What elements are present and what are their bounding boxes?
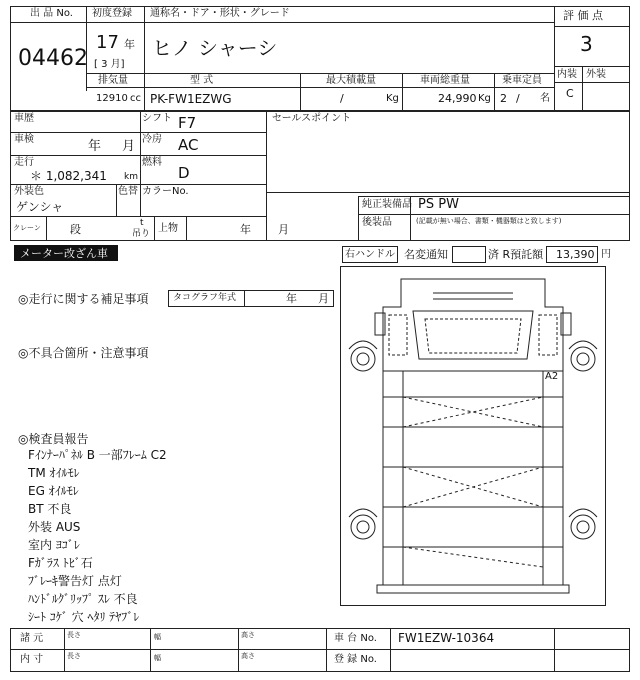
- interior-label: 内装: [557, 69, 577, 80]
- upper-month-unit: 月: [278, 223, 289, 236]
- grade-value: 3: [580, 32, 593, 56]
- lot-number: 04462: [18, 46, 88, 71]
- inspection-month-unit: 月: [122, 139, 136, 154]
- footer-width-label-2: 幅: [154, 654, 161, 662]
- gross-value: 24,990: [438, 92, 477, 105]
- capacity-value: 2: [500, 92, 507, 105]
- footer-height-label: 高さ: [241, 631, 255, 639]
- recycle-value: 13,390: [556, 248, 595, 261]
- crane-stage-unit: 段: [70, 223, 81, 236]
- lot-label: 出 品 No.: [30, 8, 73, 19]
- inspector-line: BT 不良: [28, 502, 72, 516]
- gross-label: 車両総重量: [420, 75, 470, 86]
- truck-diagram: [340, 266, 606, 606]
- grade-label: 評 価 点: [563, 9, 603, 22]
- damage-mark-a2: A2: [545, 371, 559, 382]
- footer-width-label: 幅: [154, 633, 161, 641]
- defects-title: ◎不具合箇所・注意事項: [18, 346, 149, 360]
- tachograph-month-unit: 月: [318, 292, 329, 305]
- interior-grade: C: [566, 87, 574, 100]
- mileage-value: ＊ 1,082,341: [30, 169, 107, 183]
- standard-equipment-label: 純正装備品: [362, 199, 412, 210]
- shift-label: シフト: [142, 113, 172, 124]
- footer-box: [10, 628, 630, 672]
- inspector-line: ﾊﾝﾄﾞﾙｸﾞﾘｯﾌﾟ ｽﾚ 不良: [28, 592, 138, 606]
- color-no-label: 色替: [118, 186, 138, 197]
- displacement-unit: cc: [130, 93, 141, 104]
- footer-height-label-2: 高さ: [241, 652, 255, 660]
- name-change-box: [452, 246, 486, 263]
- inspector-line: 外装 AUS: [28, 520, 81, 534]
- upper-label: 上物: [158, 223, 178, 234]
- inspector-line: TM ｵｲﾙﾓﾚ: [28, 466, 80, 480]
- footer-length-label: 長さ: [67, 631, 81, 639]
- inspector-line: EG ｵｲﾙﾓﾚ: [28, 484, 79, 498]
- ac-value: AC: [178, 136, 199, 154]
- exterior-label: 外装: [586, 69, 606, 80]
- reg-label: 初度登録: [92, 8, 132, 19]
- tachograph-year-unit: 年: [286, 292, 297, 305]
- registration-label: 登 録 No.: [334, 654, 377, 665]
- standard-equipment-value: PS PW: [418, 197, 459, 212]
- chassis-label: 車 台 No.: [334, 633, 377, 644]
- inspection-year-unit: 年: [88, 139, 102, 154]
- fuel-label: 燃料: [142, 157, 162, 168]
- exterior-color-value: ゲンシャ: [16, 200, 64, 214]
- gross-unit: Kg: [478, 93, 491, 104]
- model-value: PK-FW1EZWG: [150, 92, 232, 106]
- model-label: 型 式: [190, 75, 214, 86]
- upper-year-unit: 年: [240, 223, 251, 236]
- recycle-label: 済 R預託額: [488, 248, 544, 261]
- capacity-slash: /: [516, 92, 520, 105]
- supplementary-title: ◎走行に関する補足事項: [18, 292, 149, 306]
- footer-row2-label: 内 寸: [20, 654, 44, 665]
- mileage-unit: km: [124, 172, 138, 182]
- history-label: 車歴: [14, 113, 34, 124]
- footer-length-label-2: 長さ: [67, 652, 81, 660]
- name-label: 通称名・ドア・形状・グレード: [150, 8, 290, 19]
- inspector-line: 室内 ﾖｺﾞﾚ: [28, 538, 80, 552]
- name-change-label: 名変通知: [404, 248, 448, 261]
- tachograph-label: タコグラフ年式: [173, 293, 237, 303]
- inspector-line: Fｶﾞﾗｽ ﾄﾋﾞ石: [28, 556, 93, 570]
- capacity-unit: 名: [540, 93, 550, 104]
- inspector-line: ﾌﾞﾚｰｷ警告灯 点灯: [28, 574, 122, 588]
- chassis-value: FW1EZW-10364: [398, 631, 495, 645]
- mileage-label: 走行: [14, 157, 34, 168]
- ac-label: 冷房: [142, 134, 162, 145]
- odometer-tamper-text: メーター改ざん車: [20, 247, 108, 260]
- displacement-value: 12910: [96, 93, 128, 104]
- crane-label: クレーン: [13, 224, 41, 232]
- vehicle-name: ヒノ シャーシ: [152, 36, 278, 60]
- capacity-label: 乗車定員: [502, 75, 542, 86]
- load-value: /: [340, 92, 344, 105]
- reg-year: 17: [96, 32, 119, 53]
- footer-row1-label: 諸 元: [20, 633, 44, 644]
- crane-ton-unit: t: [140, 218, 144, 228]
- color-code-label: カラーNo.: [142, 186, 189, 197]
- load-label: 最大積載量: [326, 75, 376, 86]
- right-hand-label: 右ハンドル: [345, 249, 395, 260]
- aftermarket-label: 後装品: [362, 217, 392, 228]
- fuel-value: D: [178, 164, 190, 182]
- reg-month: [ 3 月]: [94, 59, 125, 70]
- recycle-unit: 円: [601, 249, 611, 260]
- inspector-line: Fｲﾝﾅｰﾊﾟﾈﾙ B 一部ﾌﾚｰﾑ C2: [28, 448, 167, 462]
- displacement-label: 排気量: [98, 75, 128, 86]
- load-unit: Kg: [386, 93, 399, 104]
- inspection-label: 車検: [14, 134, 34, 145]
- inspector-title: ◎検査員報告: [18, 432, 89, 446]
- year-unit: 年: [124, 38, 135, 51]
- exterior-color-label: 外装色: [14, 186, 44, 197]
- shift-value: F7: [178, 114, 197, 132]
- inspector-line: ｼｰﾄ ｺｹﾞ 穴 ﾍﾀﾘ ﾃﾔﾌﾞﾚ: [28, 610, 140, 624]
- sales-point-label: セールスポイント: [272, 113, 352, 124]
- aftermarket-note: (記載が無い場合、書類・機器類はと致します): [416, 217, 562, 225]
- crane-lift-unit: 吊り: [132, 229, 151, 239]
